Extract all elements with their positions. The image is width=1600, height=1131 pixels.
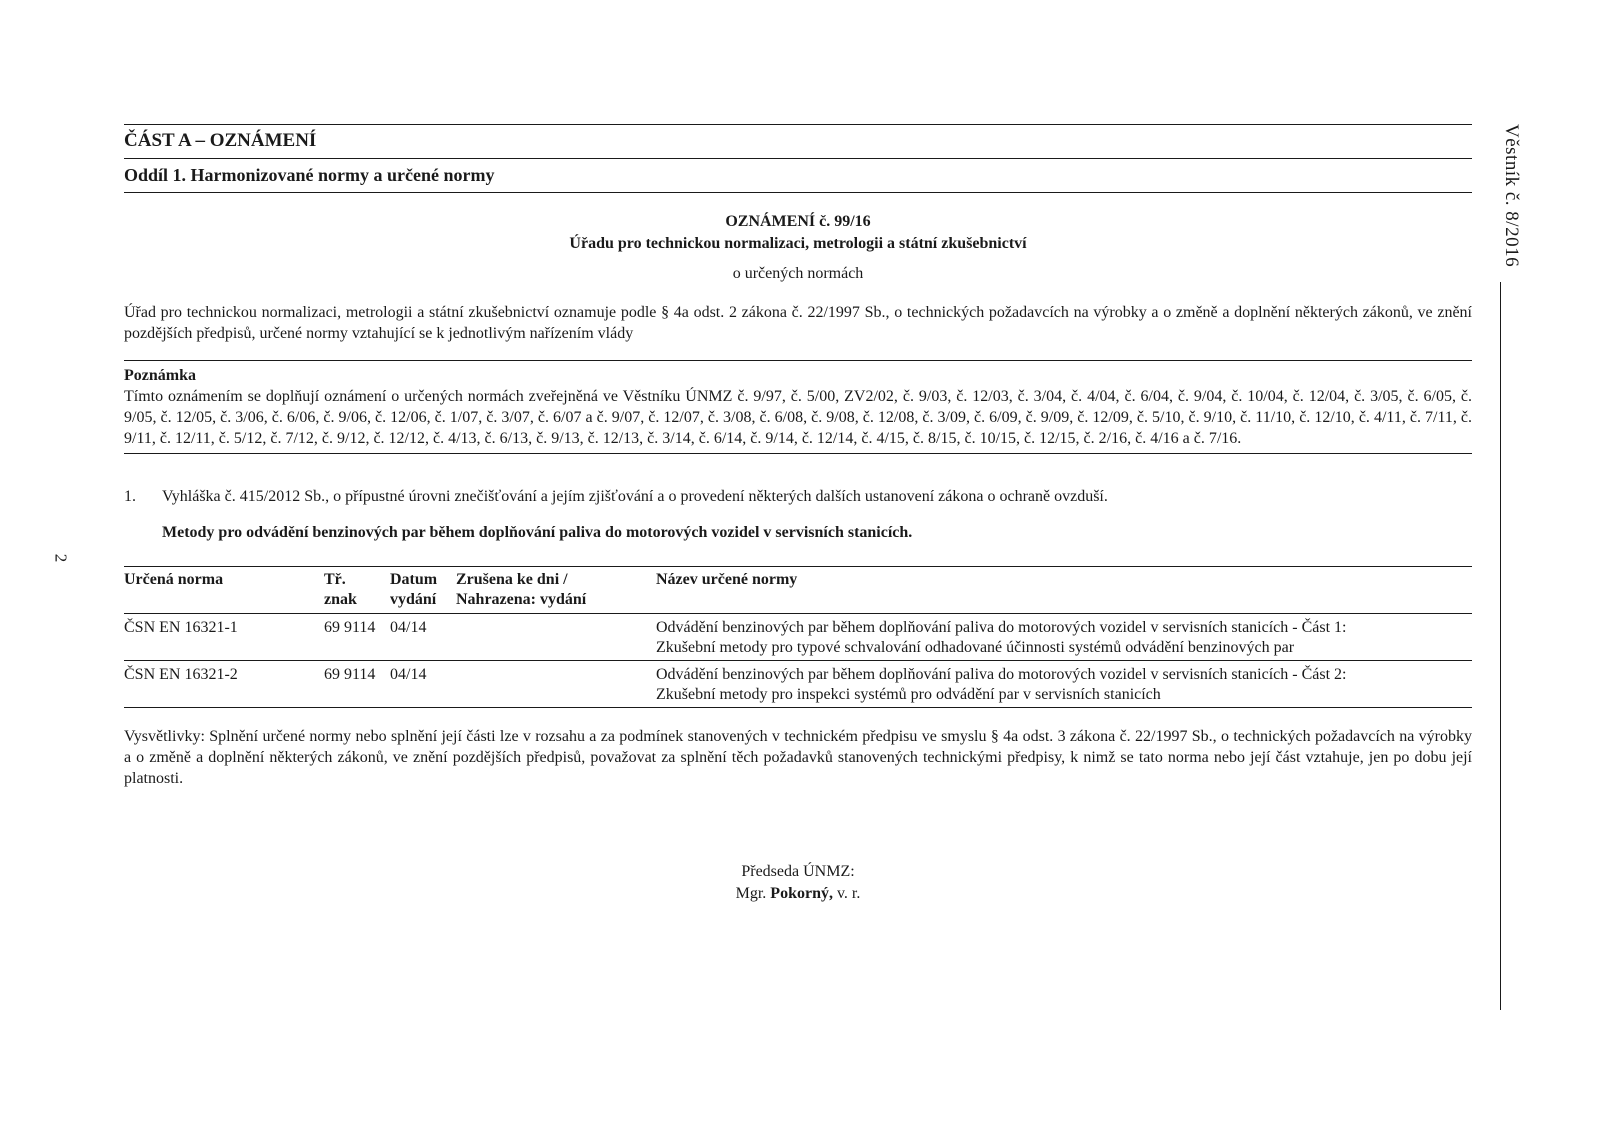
item-subtitle: Metody pro odvádění benzinových par během doplňování paliva do motorových vozidel v servisních stanicích.	[162, 524, 913, 541]
intro-paragraph: Úřad pro technickou normalizaci, metrologii a státní zkušebnictví oznamuje podle § 4a odst. 2 zákona č. 22/1997 Sb., o technických požadavcích na výrobky a o změně a doplnění některých zákonů, ve znění pozdějších předpisů, určené normy vztahující se k jednotlivým nařízením vlády	[124, 304, 1472, 342]
list-item	[124, 488, 1472, 506]
cell-class: 69 9114	[324, 619, 376, 636]
header-title: Název určené normy	[656, 571, 798, 588]
cell-norm: ČSN EN 16321-1	[124, 619, 238, 636]
cell-date: 04/14	[390, 666, 427, 683]
signature-block	[124, 861, 1472, 905]
document-page	[124, 124, 1472, 905]
table-header-row	[124, 567, 1472, 614]
side-divider	[1500, 282, 1501, 1010]
cell-title: Odvádění benzinových par během doplňování paliva do motorových vozidel v servisních stanicích - Část 2: Zkušební metody pro inspekci systémů pro odvádění par v servisních stanicích	[656, 666, 1347, 703]
cell-cancel	[456, 661, 656, 708]
signature-name: Pokorný,	[770, 885, 833, 902]
notice-issuer: Úřadu pro technickou normalizaci, metrologii a státní zkušebnictví	[569, 235, 1027, 252]
cell-class: 69 9114	[324, 666, 376, 683]
table-row	[124, 614, 1472, 661]
item-text: Vyhláška č. 415/2012 Sb., o přípustné úrovni znečišťování a jejím zjišťování a o provedení některých dalších ustanovení zákona o ochraně ovzduší.	[162, 488, 1108, 505]
divider	[124, 192, 1472, 193]
note-title: Poznámka	[124, 367, 196, 384]
part-title: ČÁST A – OZNÁMENÍ	[124, 130, 317, 151]
header-norm: Určená norma	[124, 571, 224, 588]
bulletin-issue-label: Věstník č. 8/2016	[1501, 124, 1522, 268]
signature-role: Předseda ÚNMZ:	[741, 863, 855, 880]
cell-cancel	[456, 614, 656, 661]
notice-subject: o určených normách	[732, 265, 864, 282]
item-number: 1.	[124, 488, 136, 505]
cell-norm: ČSN EN 16321-2	[124, 666, 238, 683]
cell-title: Odvádění benzinových par během doplňování paliva do motorových vozidel v servisních stanicích - Část 1: Zkušební metody pro typové schvalování odhadované účinnosti systémů odvádění benzinových par	[656, 619, 1347, 656]
header-class: Tř. znak	[324, 571, 357, 608]
note-text: Tímto oznámením se doplňují oznámení o určených normách zveřejněná ve Věstníku ÚNMZ č. 9/97, č. 5/00, ZV2/02, č. 9/03, č. 12/03, č. 3/04, č. 4/04, č. 6/04, č. 9/04, č. 10/04, č. 12/04, č. 3/05, č. 6/05, č. 9/05, č. 12/05, č. 3/06, č. 6/06, č. 9/06, č. 12/06, č. 1/07, č. 3/07, č. 6/07 a č. 9/07, č. 12/07, č. 3/08, č. 6/08, č. 9/08, č. 12/08, č. 3/09, č. 6/09, č. 9/09, č. 12/09, č. 5/10, č. 9/10, č. 11/10, č. 12/10, č. 4/11, č. 7/11, č. 9/11, č. 12/11, č. 5/12, č. 7/12, č. 9/12, č. 12/12, č. 4/13, č. 6/13, č. 9/13, č. 12/13, č. 3/14, č. 6/14, č. 9/14, č. 12/14, č. 4/15, č. 8/15, č. 10/15, č. 12/15, č. 2/16, č. 4/16 a č. 7/16.	[124, 388, 1472, 447]
page-number: 2	[51, 553, 71, 563]
signature-suffix: v. r.	[836, 885, 861, 902]
notice-heading	[124, 211, 1472, 255]
section-title: Oddíl 1. Harmonizované normy a určené normy	[124, 165, 495, 185]
table-row	[124, 661, 1472, 708]
header-date: Datum vydání	[390, 571, 438, 608]
explanation-paragraph: Vysvětlivky: Splnění určené normy nebo splnění její části lze v rozsahu a za podmínek stanovených v technickém předpisu ve smyslu § 4a odst. 3 zákona č. 22/1997 Sb., o technických požadavcích na výrobky a o změně a doplnění některých zákonů, ve znění pozdějších předpisů, považovat za splnění těch požadavků stanovených technickými předpisy, k nimž se tato norma nebo její část vztahuje, jen po dobu její platnosti.	[124, 728, 1472, 787]
cell-date: 04/14	[390, 619, 427, 636]
signature-prefix: Mgr.	[735, 885, 767, 902]
note-block	[124, 360, 1472, 454]
norms-table	[124, 566, 1472, 708]
notice-number: OZNÁMENÍ č. 99/16	[725, 213, 871, 230]
signature-name-line	[124, 883, 1472, 905]
header-cancel: Zrušena ke dni / Nahrazena: vydání	[456, 571, 587, 608]
